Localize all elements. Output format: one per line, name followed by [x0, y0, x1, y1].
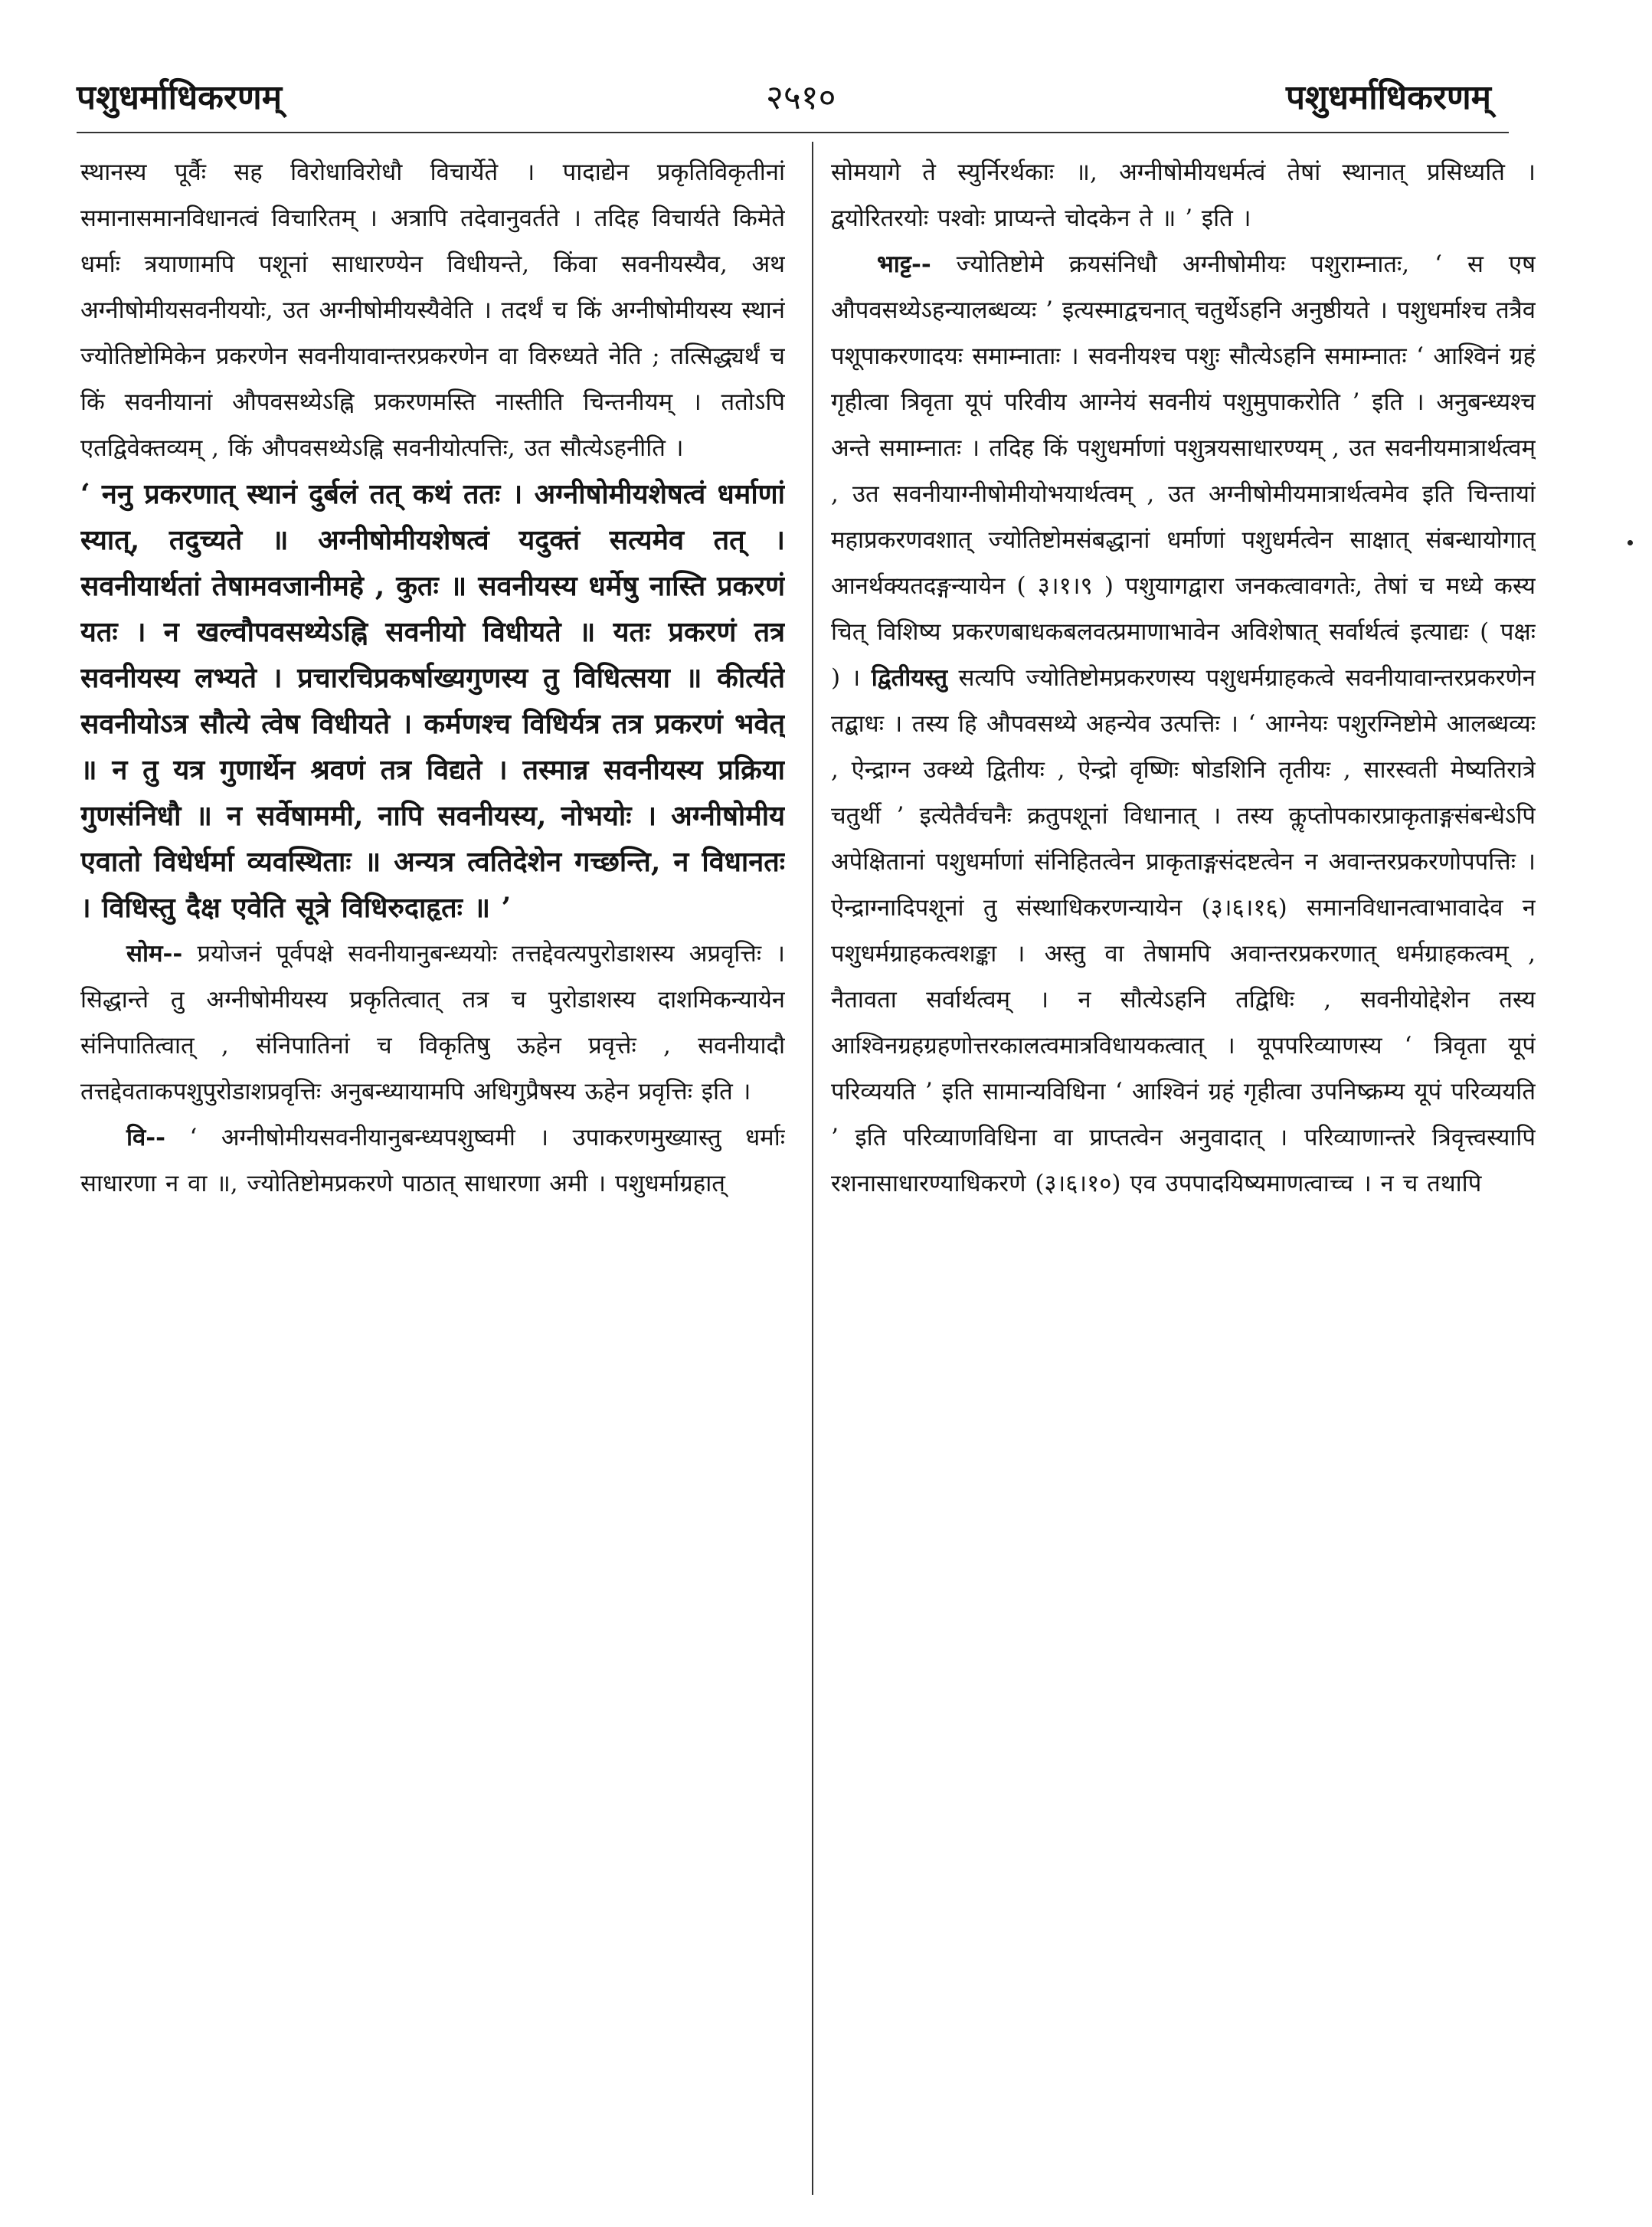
- column-divider: [812, 142, 813, 2195]
- header-rule: [77, 132, 1509, 133]
- page-number: २५१०: [766, 78, 836, 117]
- bhatta-commentary: [831, 241, 1536, 1207]
- vi-label: वि--: [126, 1124, 165, 1151]
- soma-text: प्रयोजनं पूर्वपक्षे सवनीयानुबन्ध्ययोः तत्तद्देवत्यपुरोडाशस्य अप्रवृत्तिः । सिद्धान्ते तु अग्नीषोमीयस्य प्रकृतित्वात् तत्र च पुरोडाशस्य दाशमिकन्यायेन संनिपातित्वात् , संनिपातिनां च विकृतिषु ऊहेन प्रवृत्तेः , सवनीयादौ तत्तद्देवताकपशुपुरोडाशप्रवृत्तिः अनुबन्ध्यायामपि अधिगुप्रैषस्य ऊहेन प्रवृत्तिः इति ।: [80, 940, 785, 1105]
- left-verse-block: ‘ ननु प्रकरणात् स्थानं दुर्बलं तत् कथं ततः । अग्नीषोमीयशेषत्वं धर्माणां स्यात्, तदुच्यते ॥ अग्नीषोमीयशेषत्वं यदुक्तं सत्यमेव तत् । सवनीयार्थतां तेषामवजानीमहे , कुतः ॥ सवनीयस्य धर्मेषु नास्ति प्रकरणं यतः । न खल्वौपवसथ्येऽह्नि सवनीयो विधीयते ॥ यतः प्रकरणं तत्र सवनीयस्य लभ्यते । प्रचारचिप्रकर्षाख्यगुणस्य तु विधित्सया ॥ कीर्त्यते सवनीयोऽत्र सौत्ये त्वेष विधीयते । कर्मणश्च विधिर्यत्र तत्र प्रकरणं भवेत् ॥ न तु यत्र गुणार्थेन श्रवणं तत्र विद्यते । तस्मान्न सवनीयस्य प्रक्रिया गुणसंनिधौ ॥ न सर्वेषाममी, नापि सवनीयस्य, नोभयोः । अग्नीषोमीय एवातो विधेर्धर्मा व्यवस्थिताः ॥ अन्यत्र त्वतिदेशेन गच्छन्ति, न विधानतः । विधिस्तु दैक्ष एवेति सूत्रे विधिरुदाहृतः ॥ ’: [80, 478, 785, 924]
- soma-commentary: [80, 931, 785, 1115]
- second-text: सत्यपि ज्योतिष्टोमप्रकरणस्य पशुधर्मग्राहकत्वे सवनीयावान्तरप्रकरणेन तद्बाधः । तस्य हि औपवसथ्ये अहन्येव उत्पत्तिः । ‘ आग्नेयः पशुरग्निष्टोमे आलब्धव्यः , ऐन्द्राग्न उक्थ्ये द्वितीयः , ऐन्द्रो वृष्णिः षोडशिनि तृतीयः , सारस्वती मेष्यतिरात्रे चतुर्थी ’ इत्येतैर्वचनैः क्रतुपशूनां विधानात् । तस्य कॢप्तोपकारप्राकृताङ्गसंबन्धेऽपि अपेक्षितानां पशुधर्माणां संनिहितत्वेन प्राकृताङ्गसंदष्टत्वेन न अवान्तरप्रकरणोपपत्तिः । ऐन्द्राग्नादिपशूनां तु संस्थाधिकरणन्यायेन (३।६।१६) समानविधानत्वाभावादेव न पशुधर्मग्राहकत्वशङ्का । अस्तु वा तेषामपि अवान्तरप्रकरणात् धर्मग्राहकत्वम् , नैतावता सर्वार्थत्वम् । न सौत्येऽहनि तद्विधिः , सवनीयोद्देशेन तस्य आश्विनग्रहग्रहणोत्तरकालत्वमात्रविधायकत्वात् । यूपपरिव्याणस्य ‘ त्रिवृता यूपं परिव्ययति ’ इति सामान्यविधिना ‘ आश्विनं ग्रहं गृहीत्वा उपनिष्क्रम्य यूपं परिव्ययति ’ इति परिव्याणविधिना वा प्राप्तत्वेन अनुवादात् । परिव्याणान्तरे त्रिवृत्त्वस्यापि रशनासाधारण्याधिकरणे (३।६।१०) एव उपपादयिष्यमाणत्वाच्च । न च तथापि: [831, 664, 1536, 1197]
- left-paragraph-1: स्थानस्य पूर्वैः सह विरोधाविरोधौ विचार्येते । पादाद्येन प्रकृतिविकृतीनां समानासमानविधानत्वं विचारितम् । अत्रापि तदेवानुवर्तते । तदिह विचार्यते किमेते धर्माः त्रयाणामपि पशूनां साधारण्येन विधीयन्ते, किंवा सवनीयस्यैव, अथ अग्नीषोमीयसवनीययोः, उत अग्नीषोमीयस्यैवेति । तदर्थं च किं अग्नीषोमीयस्य स्थानं ज्योतिष्टोमिकेन प्रकरणेन सवनीयावान्तरप्रकरणेन वा विरुध्यते नेति ; तत्सिद्ध्यर्थं च किं सवनीयानां औपवसथ्येऽह्नि प्रकरणमस्ति नास्तीति चिन्तनीयम् । ततोऽपि एतद्विवेक्तव्यम् , किं औपवसथ्येऽह्नि सवनीयोत्पत्तिः, उत सौत्येऽहनीति ।: [80, 159, 785, 462]
- right-paragraph-1: सोमयागे ते स्युर्निरर्थकाः ॥, अग्नीषोमीयधर्मत्वं तेषां स्थानात् प्रसिध्यति । द्वयोरितरयोः पश्वोः प्राप्यन्ते चोदकेन ते ॥ ’ इति ।: [831, 159, 1536, 232]
- vi-commentary: [80, 1115, 785, 1207]
- second-label: द्वितीयस्तु: [871, 664, 948, 692]
- margin-speck: [1627, 540, 1633, 545]
- running-head-left: पशुधर्माधिकरणम्: [77, 78, 283, 117]
- running-head-right: पशुधर्माधिकरणम्: [1285, 78, 1491, 117]
- bhatta-label: भाट्ट--: [877, 251, 931, 278]
- vi-text: ‘ अग्नीषोमीयसवनीयानुबन्ध्यपशुष्वमी । उपाकरणमुख्यास्तु धर्माः साधारणा न वा ॥, ज्योतिष्टोमप्रकरणे पाठात् साधारणा अमी । पशुधर्माग्रहात्: [80, 1124, 785, 1197]
- right-column: [831, 149, 1536, 2195]
- soma-label: सोम--: [126, 940, 183, 968]
- bhatta-text: ज्योतिष्टोमे क्रयसंनिधौ अग्नीषोमीयः पशुराम्नातः, ‘ स एष औपवसथ्येऽहन्यालब्धव्यः ’ इत्यस्माद्वचनात् चतुर्थेऽहनि अनुष्ठीयते । पशुधर्माश्च तत्रैव पशूपाकरणादयः समाम्नाताः । सवनीयश्च पशुः सौत्येऽहनि समाम्नातः ‘ आश्विनं ग्रहं गृहीत्वा त्रिवृता यूपं परिवीय आग्नेयं सवनीयं पशुमुपाकरोति ’ इति । अनुबन्ध्यश्च अन्ते समाम्नातः । तदिह किं पशुधर्माणां पशुत्रयसाधारण्यम् , उत सवनीयमात्रार्थत्वम् , उत सवनीयाग्नीषोमीयोभयार्थत्वम् , उत अग्नीषोमीयमात्रार्थत्वमेव इति चिन्तायां महाप्रकरणवशात् ज्योतिष्टोमसंबद्धानां धर्माणां पशुधर्मत्वेन साक्षात् संबन्धायोगात् आनर्थक्यतदङ्गन्यायेन ( ३।१।९ ) पशुयागद्वारा जनकत्वावगतेः, तेषां च मध्ये कस्य चित् विशिष्य प्रकरणबाधकबलवत्प्रमाणाभावेन अविशेषात् सर्वार्थत्वं इत्याद्यः ( पक्षः ) ।: [831, 251, 1536, 692]
- left-column: [80, 149, 785, 2195]
